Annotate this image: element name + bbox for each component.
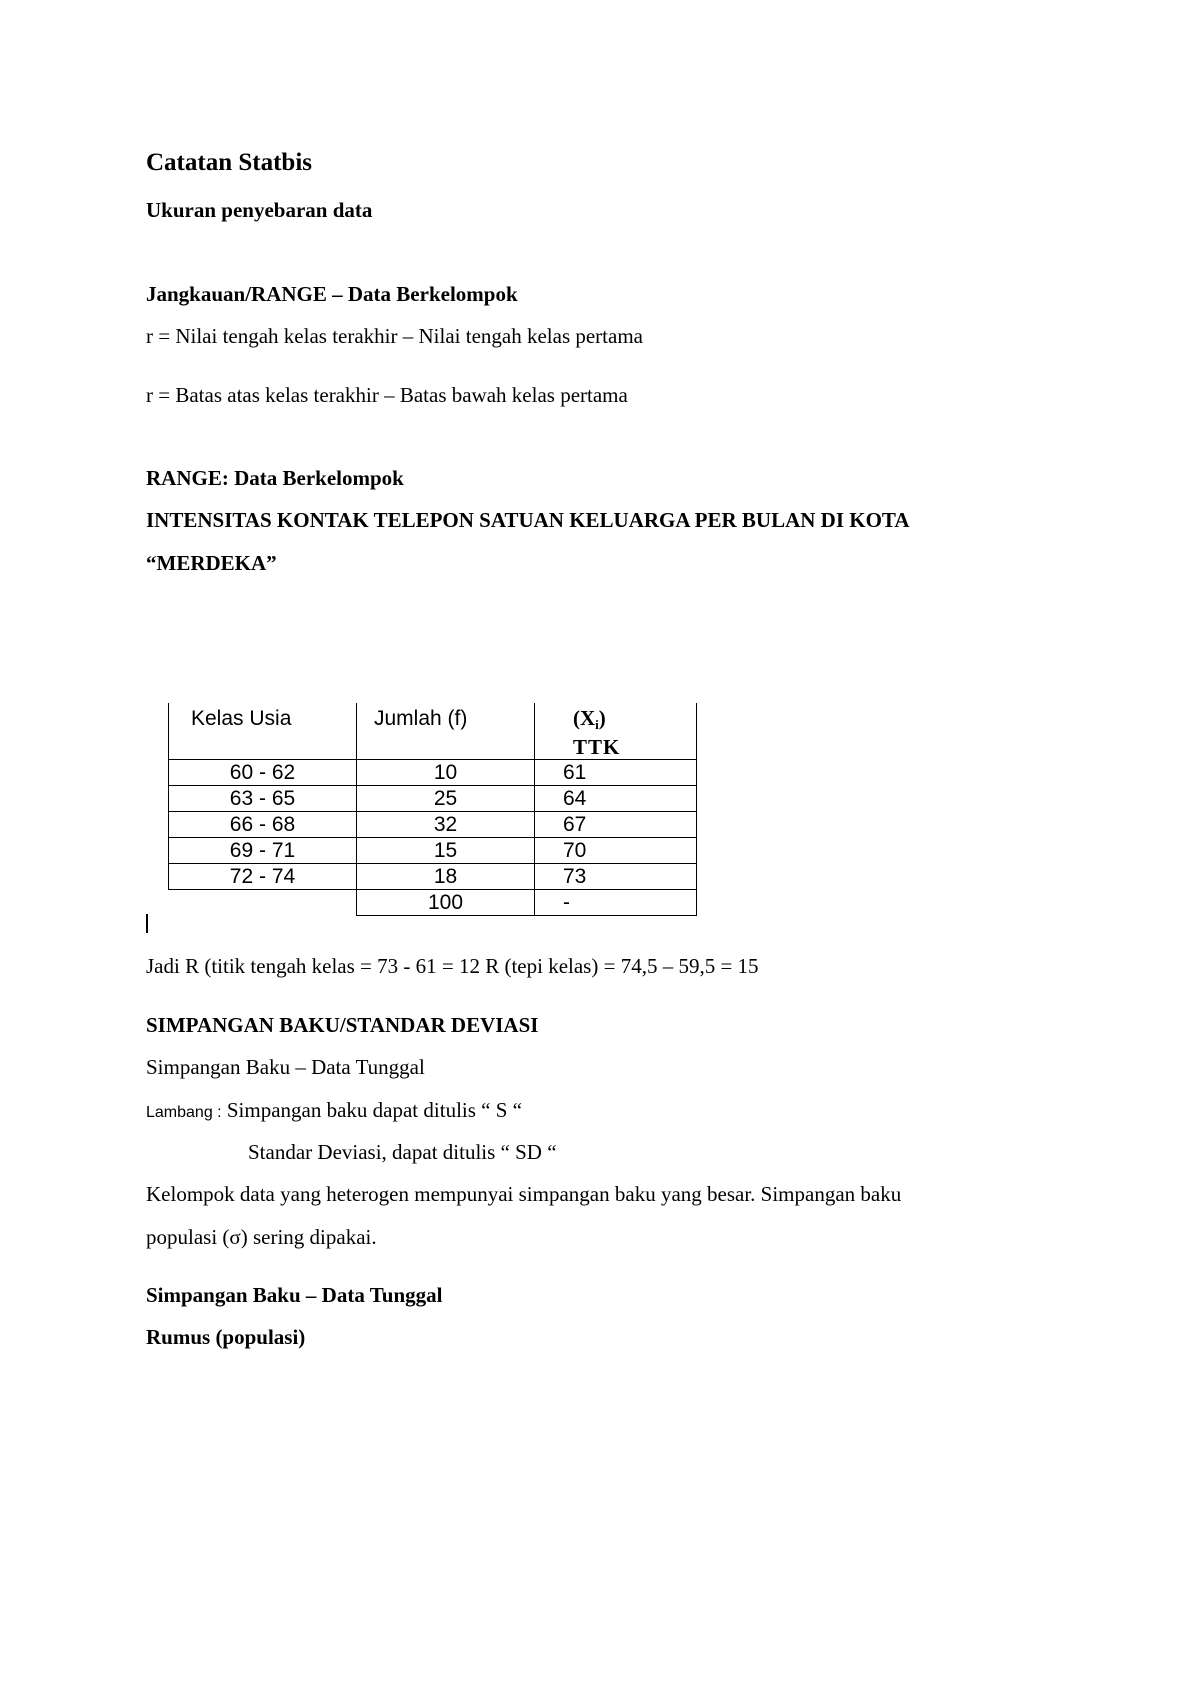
table-caption-line2: “MERDEKA” [146, 551, 277, 575]
cell-kelas: 66 - 68 [169, 812, 357, 838]
cell-jumlah: 18 [357, 864, 535, 890]
table-header-row [169, 703, 697, 760]
sd-heading: SIMPANGAN BAKU/STANDAR DEVIASI [146, 1013, 539, 1037]
frequency-table [168, 703, 697, 916]
table-caption-line1: INTENSITAS KONTAK TELEPON SATUAN KELUARGA PER BULAN DI KOTA [146, 508, 910, 532]
range-formula-2: r = Batas atas kelas terakhir – Batas bawah kelas pertama [146, 383, 628, 407]
range-example-heading: RANGE: Data Berkelompok [146, 466, 404, 490]
single-data-heading: Simpangan Baku – Data Tunggal [146, 1283, 443, 1307]
range-conclusion: Jadi R (titik tengah kelas = 73 - 61 = 12 R (tepi kelas) = 74,5 – 59,5 = 15 [146, 954, 759, 978]
cell-x: 61 [535, 760, 697, 786]
table-row [169, 838, 697, 864]
header-xi-subscript: i [595, 717, 599, 732]
symbol-text-2: Standar Deviasi, dapat ditulis “ SD “ [248, 1140, 557, 1164]
cell-kelas: 63 - 65 [169, 786, 357, 812]
cell-jumlah: 25 [357, 786, 535, 812]
cell-jumlah: 15 [357, 838, 535, 864]
header-xi-open: (X [573, 706, 596, 730]
table-total-row [169, 890, 697, 916]
table-row [169, 864, 697, 890]
cell-x: 70 [535, 838, 697, 864]
text-cursor [146, 914, 148, 933]
header-ttk: TTK [573, 735, 621, 759]
header-jumlah: Jumlah (f) [357, 703, 535, 760]
header-xi-close: ) [598, 706, 606, 730]
paragraph-line2: populasi (σ) sering dipakai. [146, 1225, 377, 1249]
symbol-line [146, 1097, 522, 1126]
table-row [169, 760, 697, 786]
cell-x: 64 [535, 786, 697, 812]
cell-empty [169, 890, 357, 916]
cell-total-x: - [535, 890, 697, 916]
cell-total-jumlah: 100 [357, 890, 535, 916]
doc-title: Catatan Statbis [146, 149, 312, 176]
range-heading: Jangkauan/RANGE – Data Berkelompok [146, 282, 518, 306]
doc-subtitle: Ukuran penyebaran data [146, 198, 373, 222]
paragraph-line1: Kelompok data yang heterogen mempunyai simpangan baku yang besar. Simpangan baku [146, 1182, 902, 1206]
formula-heading: Rumus (populasi) [146, 1325, 306, 1349]
sd-subheading: Simpangan Baku – Data Tunggal [146, 1055, 425, 1079]
cell-jumlah: 32 [357, 812, 535, 838]
table-row [169, 786, 697, 812]
range-formula-1: r = Nilai tengah kelas terakhir – Nilai tengah kelas pertama [146, 324, 643, 348]
cell-kelas: 69 - 71 [169, 838, 357, 864]
cell-kelas: 60 - 62 [169, 760, 357, 786]
cell-jumlah: 10 [357, 760, 535, 786]
cell-x: 73 [535, 864, 697, 890]
cell-kelas: 72 - 74 [169, 864, 357, 890]
header-xi-ttk [535, 703, 697, 760]
header-kelas-usia: Kelas Usia [169, 703, 357, 760]
table-row [169, 812, 697, 838]
cell-x: 67 [535, 812, 697, 838]
symbol-label: Lambang : [146, 1104, 222, 1121]
symbol-text-1: Simpangan baku dapat ditulis “ S “ [221, 1098, 522, 1122]
